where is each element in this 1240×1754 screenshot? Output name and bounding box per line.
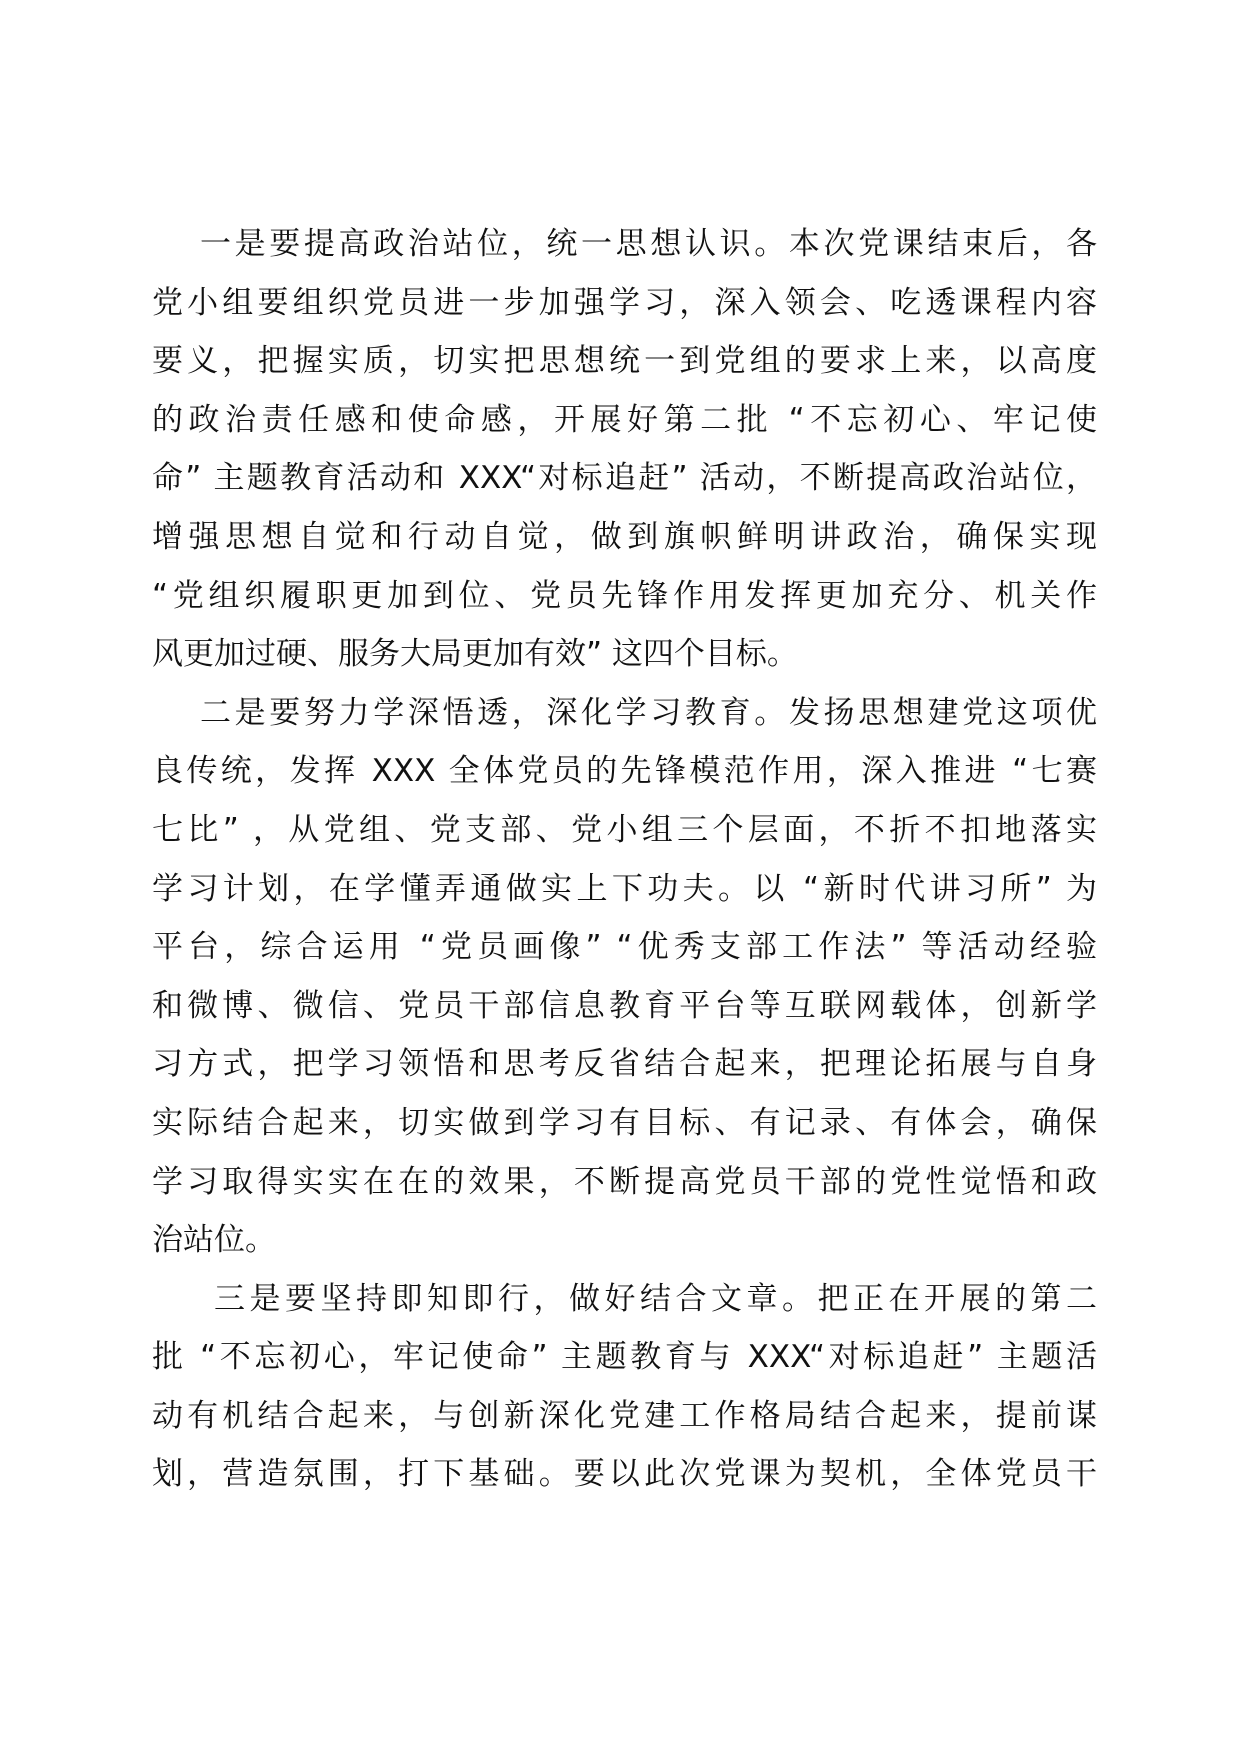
paragraph-line: 习方式，把学习领悟和思考反省结合起来，把理论拓展与自身 [152, 1046, 1097, 1083]
paragraph-3 [152, 1270, 1097, 1504]
paragraph-line: 要义，把握实质，切实把思想统一到党组的要求上来，以高度 [152, 343, 1097, 380]
paragraph-line: 实际结合起来，切实做到学习有目标、有记录、有体会，确保 [152, 1104, 1097, 1141]
paragraph-line: 命” 主题教育活动和 XXX“对标追赶” 活动，不断提高政治站位， [152, 460, 1097, 497]
paragraph-line: 和微博、微信、党员干部信息教育平台等互联网载体，创新学 [152, 987, 1097, 1024]
paragraph-line: 学习计划，在学懂弄通做实上下功夫。以 “新时代讲习所” 为 [152, 870, 1097, 907]
paragraph-line: 一是要提高政治站位，统一思想认识。本次党课结束后，各 [200, 226, 1097, 262]
paragraph-1 [152, 215, 1097, 684]
paragraph-line: 二是要努力学深悟透，深化学习教育。发扬思想建党这项优 [200, 694, 1097, 731]
paragraph-line: 党小组要组织党员进一步加强学习，深入领会、吃透课程内容 [152, 284, 1097, 321]
paragraph-line: 治站位。 [152, 1222, 276, 1259]
paragraph-line: 学习取得实实在在的效果，不断提高党员干部的党性觉悟和政 [152, 1163, 1097, 1200]
document-body [152, 215, 1097, 1504]
paragraph-line: 划，营造氛围，打下基础。要以此次党课为契机，全体党员干 [152, 1456, 1097, 1493]
paragraph-line: 增强思想自觉和行动自觉，做到旗帜鲜明讲政治，确保实现 [152, 518, 1097, 555]
paragraph-line: 七比” ，从党组、党支部、党小组三个层面，不折不扣地落实 [152, 811, 1097, 848]
paragraph-line: 批 “不忘初心，牢记使命” 主题教育与 XXX“对标追赶” 主题活 [152, 1339, 1097, 1376]
paragraph-line: 动有机结合起来，与创新深化党建工作格局结合起来，提前谋 [152, 1397, 1097, 1434]
paragraph-line: “党组织履职更加到位、党员先锋作用发挥更加充分、机关作 [152, 577, 1097, 614]
paragraph-line: 平台，综合运用 “党员画像” “优秀支部工作法” 等活动经验 [152, 929, 1097, 966]
paragraph-2 [152, 684, 1097, 1270]
paragraph-line: 的政治责任感和使命感，开展好第二批 “不忘初心、牢记使 [152, 401, 1097, 438]
paragraph-line: 风更加过硬、服务大局更加有效” 这四个目标。 [152, 636, 798, 673]
paragraph-line: 三是要坚持即知即行，做好结合文章。把正在开展的第二 [214, 1280, 1097, 1317]
paragraph-line: 良传统，发挥 XXX 全体党员的先锋模范作用，深入推进 “七赛 [152, 753, 1097, 790]
